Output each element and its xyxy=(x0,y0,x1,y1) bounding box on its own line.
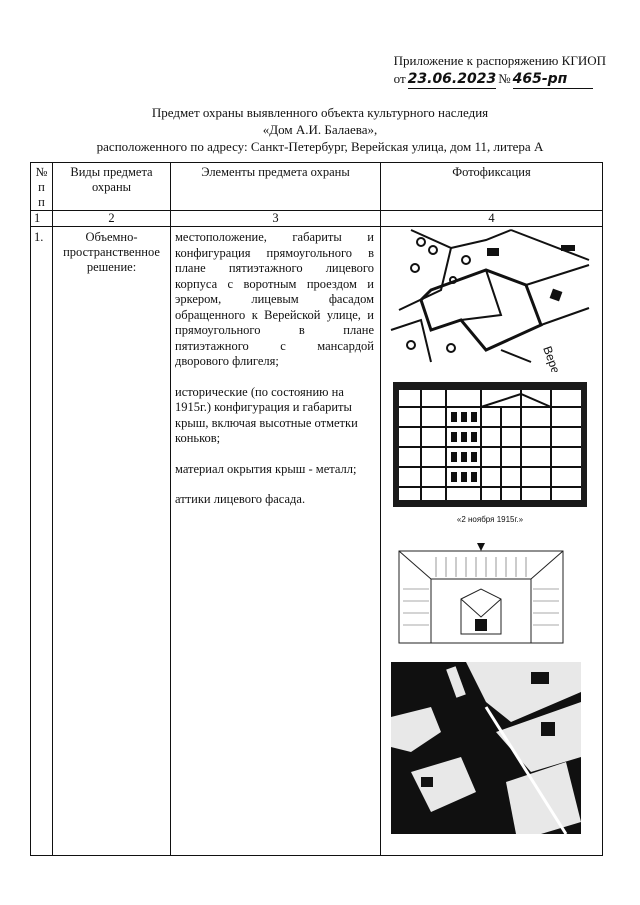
protection-table xyxy=(30,162,603,856)
element-item: исторические (по состоянию на 1915г.) конфигурация и габариты крыш, включая высотные отметки коньков; xyxy=(175,384,358,445)
col-num-4: 4 xyxy=(381,211,603,227)
row-photos xyxy=(381,227,603,856)
document-title xyxy=(0,104,640,155)
row-elements xyxy=(171,227,381,856)
col-num-3: 3 xyxy=(171,211,381,227)
order-number: 465-рп xyxy=(513,70,593,89)
header-photos: Фотофиксация xyxy=(381,163,603,211)
order-line xyxy=(394,70,606,89)
appendix-header xyxy=(394,52,606,89)
col-num-1: 1 xyxy=(31,211,53,227)
element-item: местоположение, габариты и конфигурация прямоугольного в плане пятиэтажного лицевого корпуса с воротным проездом и эркером, лицевым фасадом обращенного к Верейской улице, и прямоугольного в плане пятиэтажного с мансардой дворового флигеля; xyxy=(175,230,374,368)
roof-plan-drawing xyxy=(391,539,569,651)
table-row xyxy=(31,227,603,856)
row-kind: Объемно-пространственное решение: xyxy=(53,227,171,856)
title-line-1: Предмет охраны выявленного объекта культурного наследия xyxy=(151,105,489,120)
site-plan-map xyxy=(391,230,589,362)
header-number: № п п xyxy=(31,163,53,211)
number-label: № xyxy=(498,71,511,86)
elevation-caption: «2 ноября 1915г.» xyxy=(456,515,524,524)
table-header-row xyxy=(31,163,603,211)
header-kind: Виды предмета охраны xyxy=(53,163,171,211)
row-number: 1. xyxy=(31,227,53,856)
column-number-row xyxy=(31,211,603,227)
facade-elevation-drawing xyxy=(391,372,589,532)
title-line-3: расположенного по адресу: Санкт-Петербург, Верейская улица, дом 11, литера А xyxy=(96,139,544,154)
title-line-2: «Дом А.И. Балаева», xyxy=(262,122,378,137)
element-item: аттики лицевого фасада. xyxy=(175,492,306,506)
order-date: 23.06.2023 xyxy=(407,71,497,87)
from-label: от xyxy=(393,71,406,86)
header-elements: Элементы предмета охраны xyxy=(171,163,381,211)
appendix-title: Приложение к распоряжению КГИОП xyxy=(393,53,606,68)
element-item: материал окрытия крыш - металл; xyxy=(175,461,357,476)
aerial-photo xyxy=(391,662,581,834)
col-num-2: 2 xyxy=(53,211,171,227)
